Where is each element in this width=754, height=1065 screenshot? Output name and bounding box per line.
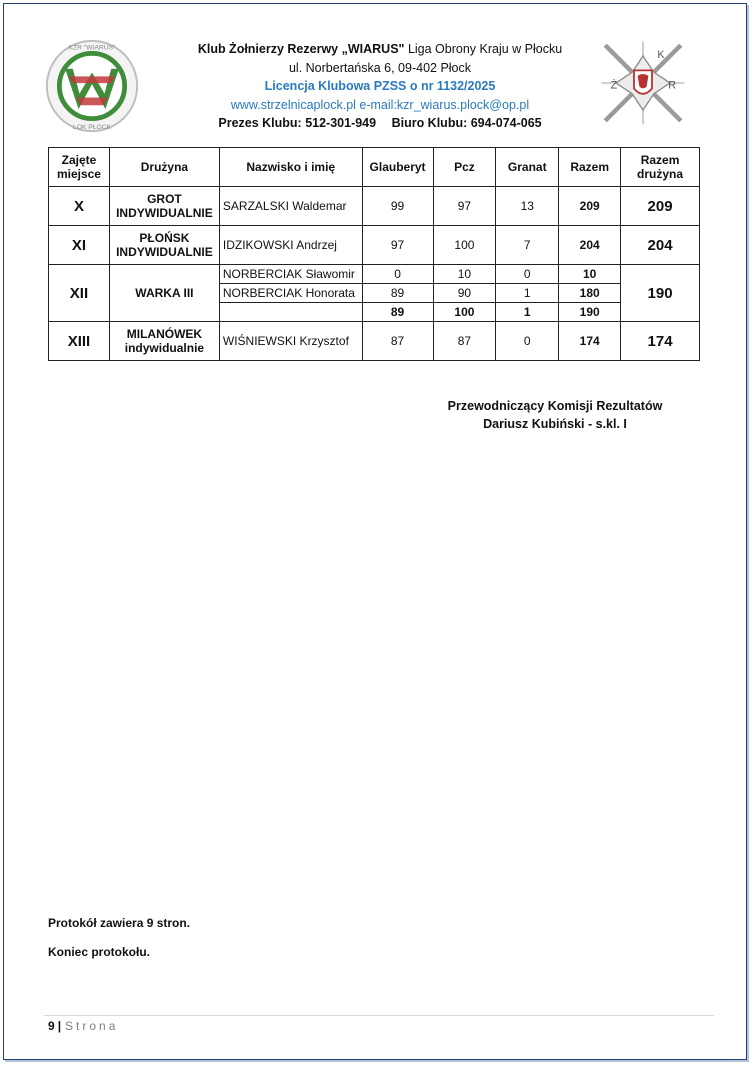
glauberyt-cell: 97	[362, 226, 433, 265]
page-label: Strona	[65, 1019, 119, 1033]
table-row	[49, 322, 700, 361]
glauberyt-sum-cell: 89	[362, 303, 433, 322]
pcz-cell: 90	[433, 284, 496, 303]
name-cell: IDZIKOWSKI Andrzej	[219, 226, 362, 265]
place-cell: XII	[49, 265, 110, 322]
header-glauberyt: Glauberyt	[362, 148, 433, 187]
club-phones	[160, 114, 600, 133]
signature-name: Dariusz Kubiński - s.kl. I	[483, 417, 627, 431]
club-email[interactable]: e-mail:kzr_wiarus.plock@op.pl	[359, 97, 530, 112]
glauberyt-cell: 87	[362, 322, 433, 361]
logo-left-top-text: KŻR "WIARUS"	[68, 44, 116, 52]
club-address: ul. Norbertańska 6, 09-402 Płock	[288, 60, 472, 75]
header-team: Drużyna	[109, 148, 219, 187]
footer-divider	[44, 1015, 714, 1016]
team-cell: PŁOŃSK INDYWIDUALNIE	[109, 226, 219, 265]
pcz-cell: 100	[433, 226, 496, 265]
end-note: Koniec protokołu.	[48, 945, 150, 959]
president-phone: Prezes Klubu: 512-301-949	[218, 116, 377, 130]
header-razem-team: Razem drużyna	[621, 148, 700, 187]
place-cell: XI	[49, 226, 110, 265]
team-total-cell: 209	[621, 187, 700, 226]
place-cell: XIII	[49, 322, 110, 361]
razem-cell: 174	[559, 322, 621, 361]
glauberyt-cell: 0	[362, 265, 433, 284]
club-info	[160, 40, 600, 133]
glauberyt-cell: 99	[362, 187, 433, 226]
emblem-letter-z: Ż	[610, 79, 618, 92]
granat-cell: 0	[496, 265, 559, 284]
club-website[interactable]: www.strzelnicaplock.pl	[230, 97, 356, 112]
table-row	[49, 226, 700, 265]
name-cell: NORBERCIAK Honorata	[219, 284, 362, 303]
granat-cell: 7	[496, 226, 559, 265]
signature-title: Przewodniczący Komisji Rezultatów	[447, 399, 663, 413]
club-name-rest: Liga Obrony Kraju w Płocku	[404, 42, 563, 56]
team-total-cell: 204	[621, 226, 700, 265]
page-footer	[48, 1019, 118, 1033]
wiarus-club-logo-icon	[44, 38, 140, 134]
team-total-cell: 174	[621, 322, 700, 361]
page-number: 9	[48, 1019, 55, 1033]
club-name-bold: Klub Żołnierzy Rezerwy „WIARUS"	[197, 42, 405, 56]
granat-cell: 0	[496, 322, 559, 361]
header-name: Nazwisko i imię	[219, 148, 362, 187]
footer-separator: |	[57, 1019, 62, 1033]
pcz-cell: 87	[433, 322, 496, 361]
header-place: Zajęte miejsce	[49, 148, 110, 187]
signature-block	[400, 397, 710, 433]
razem-cell: 180	[559, 284, 621, 303]
table-row	[49, 187, 700, 226]
razem-cell: 209	[559, 187, 621, 226]
team-total-cell: 190	[621, 265, 700, 322]
glauberyt-cell: 89	[362, 284, 433, 303]
kzr-eagle-emblem-icon	[597, 38, 689, 128]
razem-cell: 204	[559, 226, 621, 265]
pcz-sum-cell: 100	[433, 303, 496, 322]
name-cell: SARZALSKI Waldemar	[219, 187, 362, 226]
team-cell: WARKA III	[109, 265, 219, 322]
pages-note: Protokół zawiera 9 stron.	[48, 916, 191, 930]
place-cell: X	[49, 187, 110, 226]
header-pcz: Pcz	[433, 148, 496, 187]
team-cell: GROT INDYWIDUALNIE	[109, 187, 219, 226]
granat-cell: 13	[496, 187, 559, 226]
pcz-cell: 97	[433, 187, 496, 226]
office-phone: Biuro Klubu: 694-074-065	[391, 116, 542, 130]
pcz-cell: 10	[433, 265, 496, 284]
header-granat: Granat	[496, 148, 559, 187]
results-table	[48, 147, 700, 361]
name-cell: WIŚNIEWSKI Krzysztof	[219, 322, 362, 361]
granat-cell: 1	[496, 284, 559, 303]
emblem-letter-k: K	[657, 48, 665, 61]
name-cell	[219, 303, 362, 322]
razem-cell: 10	[559, 265, 621, 284]
club-license: Licencja Klubowa PZSS o nr 1132/2025	[264, 79, 496, 93]
club-contacts	[160, 96, 600, 115]
table-row	[49, 265, 700, 284]
header-razem: Razem	[559, 148, 621, 187]
logo-left-bottom-text: LOK PŁOCK	[72, 124, 112, 132]
razem-sum-cell: 190	[559, 303, 621, 322]
club-name	[160, 40, 600, 59]
table-header-row	[49, 148, 700, 187]
name-cell: NORBERCIAK Sławomir	[219, 265, 362, 284]
emblem-letter-r: R	[668, 79, 676, 92]
team-cell: MILANÓWEK indywidualnie	[109, 322, 219, 361]
granat-sum-cell: 1	[496, 303, 559, 322]
